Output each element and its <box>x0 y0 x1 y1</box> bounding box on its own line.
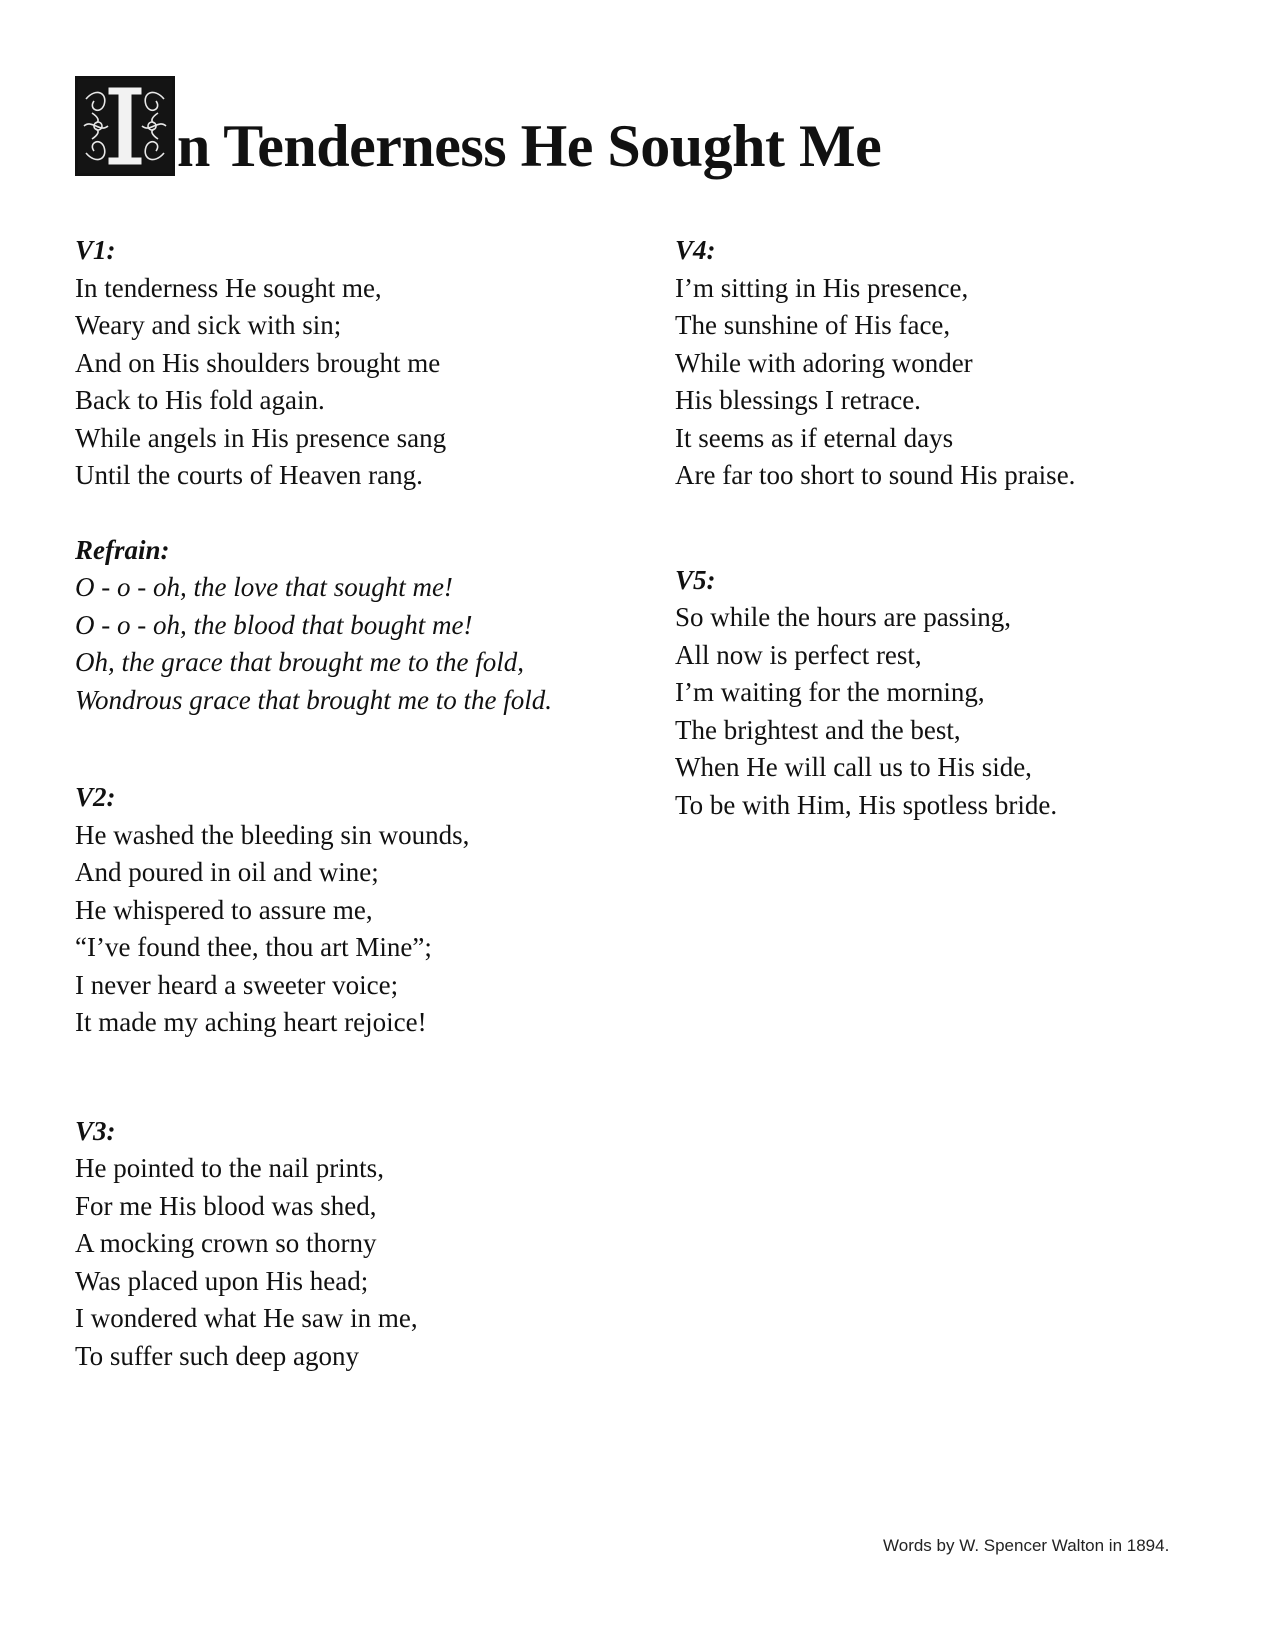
lyric-line: I’m sitting in His presence, <box>675 272 969 303</box>
lyric-line: Weary and sick with sin; <box>75 310 342 340</box>
stanza-refrain <box>75 532 635 720</box>
lyric-line: He whispered to assure me, <box>75 894 373 925</box>
lyric-line: It made my aching heart rejoice! <box>75 1007 427 1037</box>
lyric-line: I never heard a sweeter voice; <box>75 969 399 1000</box>
lyric-line: O - o - oh, the love that sought me! <box>75 572 453 602</box>
lyric-line: His blessings I retrace. <box>675 385 921 415</box>
lyric-line: He pointed to the nail prints, <box>75 1153 384 1183</box>
credit-footer: Words by W. Spencer Walton in 1894. <box>883 1536 1170 1555</box>
stanza-label: V3: <box>75 1115 116 1146</box>
ornamental-dropcap <box>75 76 175 176</box>
lyric-line: I’m waiting for the morning, <box>675 677 985 707</box>
lyric-line: “I’ve found thee, thou art Mine”; <box>75 932 432 962</box>
right-column <box>675 232 1235 824</box>
left-column <box>75 232 635 1375</box>
lyric-line: While angels in His presence sang <box>75 422 447 453</box>
lyric-line: In tenderness He sought me, <box>75 272 382 303</box>
stanza-v5 <box>675 562 1235 825</box>
lyric-line: Oh, the grace that brought me to the fold, <box>75 647 524 677</box>
stanza-label: V5: <box>675 564 716 595</box>
lyric-line: So while the hours are passing, <box>675 602 1011 632</box>
lyric-line: To suffer such deep agony <box>75 1340 360 1371</box>
lyric-line: A mocking crown so thorny <box>75 1228 377 1258</box>
title-text: n Tenderness He Sought Me <box>177 113 882 179</box>
lyric-line: O - o - oh, the blood that bought me! <box>75 609 473 640</box>
lyric-line: All now is perfect rest, <box>675 639 922 670</box>
lyric-line: I wondered what He saw in me, <box>75 1303 418 1333</box>
stanza-label: V4: <box>675 235 716 265</box>
lyric-line: The sunshine of His face, <box>675 310 951 340</box>
stanza-v4 <box>675 232 1235 495</box>
dropcap-ornament-icon <box>78 79 172 173</box>
lyric-line: Back to His fold again. <box>75 385 325 415</box>
lyric-line: The brightest and the best, <box>675 714 961 745</box>
stanza-label: V1: <box>75 235 116 265</box>
lyric-line: To be with Him, His spotless bride. <box>675 789 1058 820</box>
stanza-v3 <box>75 1113 635 1376</box>
lyric-line: For me His blood was shed, <box>75 1190 377 1221</box>
lyric-line: While with adoring wonder <box>675 347 973 378</box>
lyric-line: It seems as if eternal days <box>675 422 954 453</box>
lyric-line: Until the courts of Heaven rang. <box>75 460 423 490</box>
page-title <box>75 76 882 179</box>
lyric-line: Wondrous grace that brought me to the fold. <box>75 684 552 715</box>
stanza-label: V2: <box>75 782 116 812</box>
lyric-line: And on His shoulders brought me <box>75 347 441 378</box>
lyric-line: He washed the bleeding sin wounds, <box>75 819 470 850</box>
stanza-v2 <box>75 779 635 1042</box>
lyric-line: Are far too short to sound His praise. <box>675 460 1076 490</box>
lyric-line: And poured in oil and wine; <box>75 857 379 887</box>
lyric-line: Was placed upon His head; <box>75 1265 369 1296</box>
stanza-label: Refrain: <box>75 534 170 565</box>
stanza-v1 <box>75 232 635 495</box>
lyric-line: When He will call us to His side, <box>675 752 1032 782</box>
